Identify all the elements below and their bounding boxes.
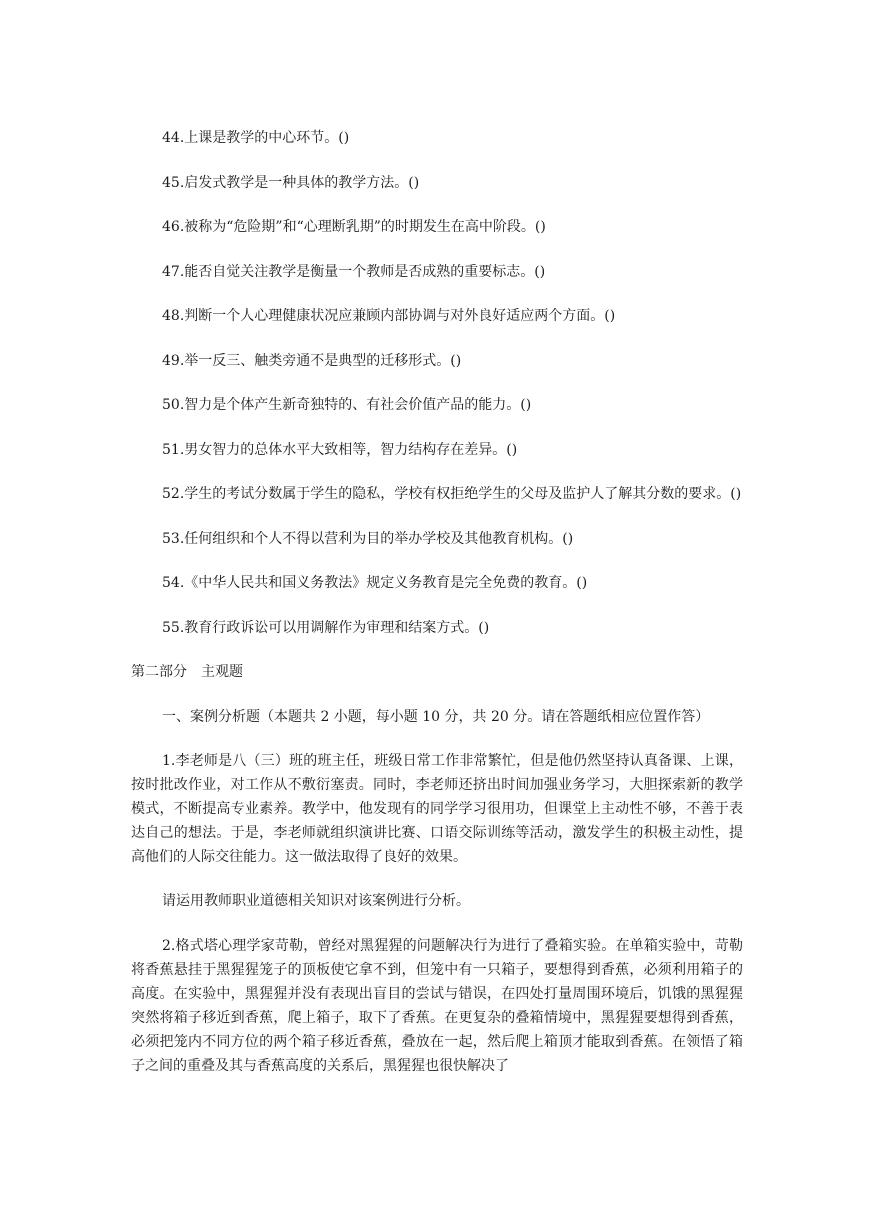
case-1-text: 1.李老师是八（三）班的班主任，班级日常工作非常繁忙，但是他仍然坚持认真备课、上课，按时批改作业，对工作从不敷衍塞责。同时，李老师还挤出时间加强业务学习，大胆探索新的教学模式，不断提高专业素养。教学中，他发现有的同学学习很用功，但课堂上主动性不够，不善于表达自己的想法。于是，李老师就组织演讲比赛、口语交际训练等活动，激发学生的积极主动性，提高他们的人际交往能力。这一做法取得了良好的效果。 (131, 752, 743, 865)
question-47: 47.能否自觉关注教学是衡量一个教师是否成熟的重要标志。() (162, 263, 546, 280)
question-50: 50.智力是个体产生新奇独特的、有社会价值产品的能力。() (162, 397, 532, 413)
case-1-question: 请运用教师职业道德相关知识对该案例进行分析。 (162, 893, 470, 909)
document-body (131, 126, 743, 1098)
question-44: 44.上课是教学的中心环节。() (162, 130, 350, 146)
case-analysis-heading: 一、案例分析题（本题共 2 小题，每小题 10 分，共 20 分。请在答题纸相应位置作答） (162, 708, 710, 725)
question-54: 54.《中华人民共和国义务教法》规定义务教育是完全免费的教育。() (162, 575, 588, 591)
question-53: 53.任何组织和个人不得以营利为目的举办学校及其他教育机构。() (162, 530, 574, 547)
question-45: 45.启发式教学是一种具体的教学方法。() (162, 174, 420, 191)
question-49: 49.举一反三、触类旁通不是典型的迁移形式。() (162, 352, 462, 369)
question-55: 55.教育行政诉讼可以用调解作为审理和结案方式。() (162, 619, 490, 636)
question-48: 48.判断一个人心理健康状况应兼顾内部协调与对外良好适应两个方面。() (162, 308, 616, 324)
question-52: 52.学生的考试分数属于学生的隐私，学校有权拒绝学生的父母及监护人了解其分数的要求。() (162, 486, 742, 502)
question-51: 51.男女智力的总体水平大致相等，智力结构存在差异。() (162, 441, 518, 458)
question-46: 46.被称为“危险期”和“心理断乳期”的时期发生在高中阶段。() (162, 219, 546, 235)
case-2-text: 2.格式塔心理学家苛勒，曾经对黑猩猩的问题解决行为进行了叠箱实验。在单箱实验中，苛勒将香蕉悬挂于黑猩猩笼子的顶板使它拿不到，但笼中有一只箱子，要想得到香蕉，必须利用箱子的高度。在实验中，黑猩猩并没有表现出盲目的尝试与错误，在四处打量周围环境后，饥饿的黑猩猩突然将箱子移近到香蕉，爬上箱子，取下了香蕉。在更复杂的叠箱情境中，黑猩猩要想得到香蕉，必须把笼内不同方位的两个箱子移近香蕉，叠放在一起，然后爬上箱顶才能取到香蕉。在领悟了箱子之间的重叠及其与香蕉高度的关系后，黑猩猩也很快解决了 (131, 937, 743, 1074)
section-title: 第二部分 主观题 (131, 664, 243, 680)
